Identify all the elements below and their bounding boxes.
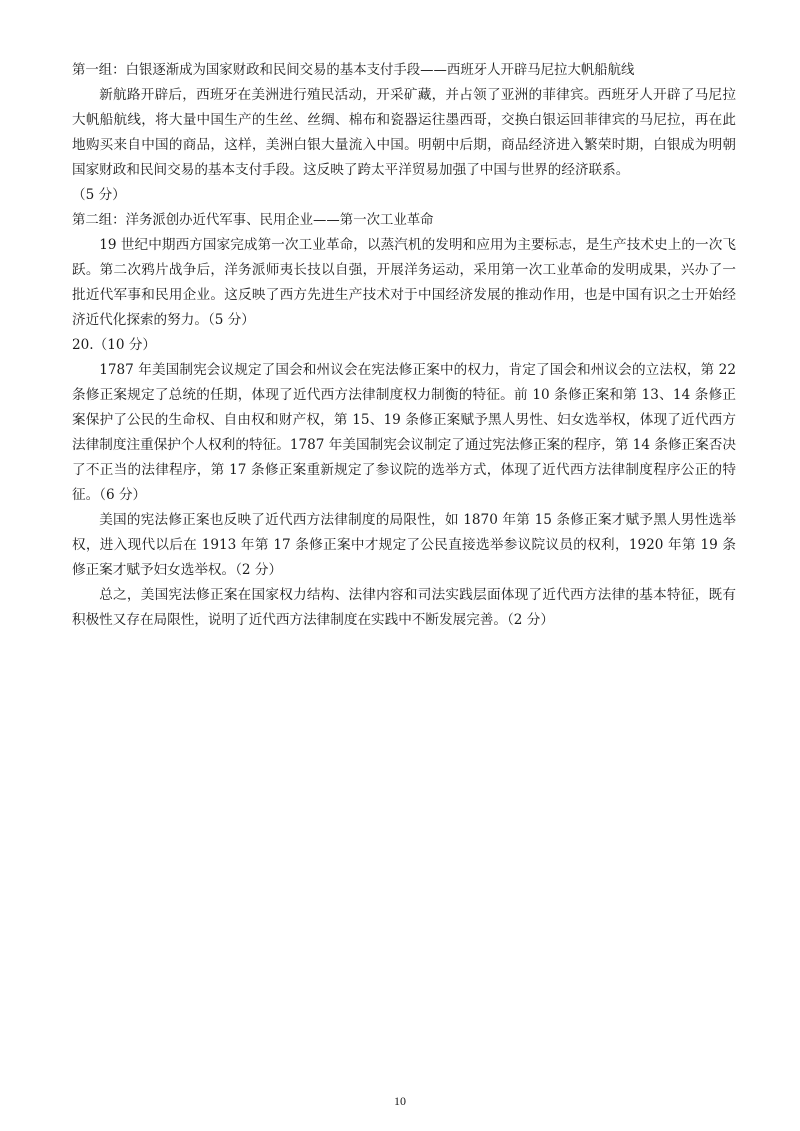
question-20-paragraph-1: 1787 年美国制宪会议规定了国会和州议会在宪法修正案中的权力，肯定了国会和州议会的立法权，第 22 条修正案规定了总统的任期，体现了近代西方法律制度权力制衡的特征。前 10 条修正案和第 13、14 条修正案保护了公民的生命权、自由权和财产权，第 15、19 条修正案赋予黑人男性、妇女选举权，体现了近代西方法律制度注重保护个人权利的特征。1787 年美国制宪会议制定了通过宪法修正案的程序，第 14 条修正案否决了不正当的法律程序，第 17 条修正案重新规定了参议院的选举方式，体现了近代西方法律制度程序公正的特征。（6 分） [72,362,736,503]
answer-content [72,58,736,633]
question-20-number: 20.（10 分） [72,337,157,353]
group1-heading: 第一组：白银逐渐成为国家财政和民间交易的基本支付手段——西班牙人开辟马尼拉大帆船航线 [72,63,635,78]
page-number: 10 [394,1094,406,1108]
question-20-paragraph-3: 总之，美国宪法修正案在国家权力结构、法律内容和司法实践层面体现了近代西方法律的基本特征，既有积极性又存在局限性，说明了近代西方法律制度在实践中不断发展完善。（2 分） [72,587,736,628]
group2-body: 19 世纪中期西方国家完成第一次工业革命，以蒸汽机的发明和应用为主要标志，是生产技术史上的一次飞跃。第二次鸦片战争后，洋务派师夷长技以自强，开展洋务运动，采用第一次工业革命的发明成果，兴办了一批近代军事和民用企业。这反映了西方先进生产技术对于中国经济发展的推动作用，也是中国有识之士开始经济近代化探索的努力。（5 分） [72,237,736,328]
group1-body: 新航路开辟后，西班牙在美洲进行殖民活动，开采矿藏，并占领了亚洲的菲律宾。西班牙人开辟了马尼拉大帆船航线，将大量中国生产的生丝、丝绸、棉布和瓷器运往墨西哥，交换白银运回菲律宾的马尼拉，再在此地购买来自中国的商品，这样，美洲白银大量流入中国。明朝中后期，商品经济进入繁荣时期，白银成为明朝国家财政和民间交易的基本支付手段。这反映了跨太平洋贸易加强了中国与世界的经济联系。 [72,87,736,178]
group1-score: （5 分） [72,187,126,203]
question-20-paragraph-2: 美国的宪法修正案也反映了近代西方法律制度的局限性，如 1870 年第 15 条修正案才赋予黑人男性选举权，进入现代以后在 1913 年第 17 条修正案中才规定了公民直接选举参议院议员的权利，1920 年第 19 条修正案才赋予妇女选举权。（2 分） [72,512,736,578]
group2-heading: 第二组：洋务派创办近代军事、民用企业——第一次工业革命 [72,213,434,228]
